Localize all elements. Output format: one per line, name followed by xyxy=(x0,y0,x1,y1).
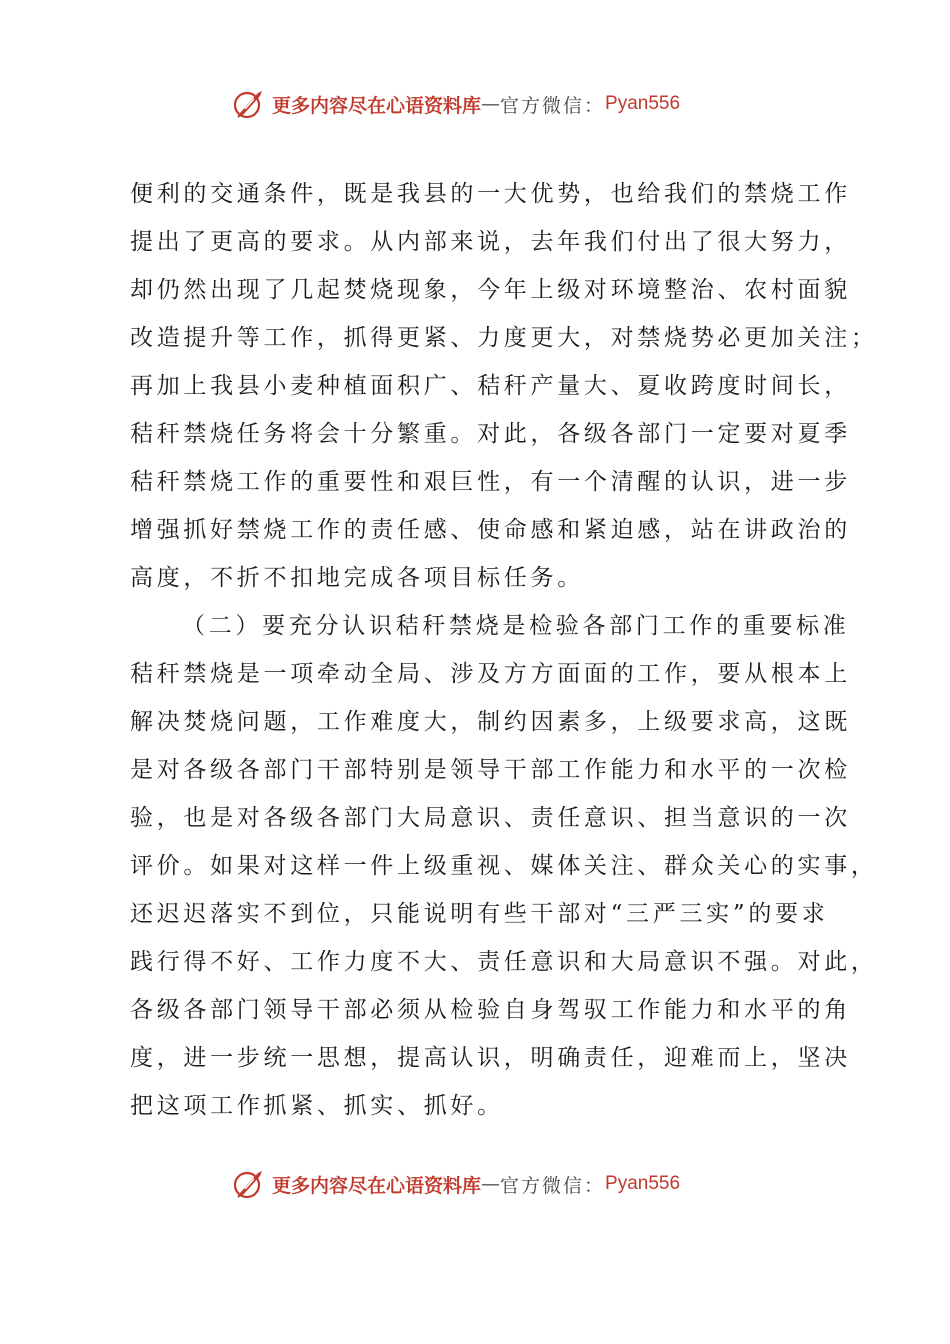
body-line: 秸秆禁烧工作的重要性和艰巨性，有一个清醒的认识，进一步 xyxy=(130,469,851,495)
banner-dash: — xyxy=(481,1173,501,1195)
banner-wechat-label: 官方微信： xyxy=(500,1174,606,1197)
banner-wechat-id: Pyan556 xyxy=(605,93,681,114)
body-line: 秸秆禁烧任务将会十分繁重。对此，各级各部门一定要对夏季 xyxy=(130,421,851,447)
body-line: 高度，不折不扣地完成各项目标任务。 xyxy=(130,565,584,591)
body-line: 却仍然出现了几起焚烧现象，今年上级对环境整治、农村面貌 xyxy=(130,277,851,303)
header-banner xyxy=(232,84,752,124)
document-body xyxy=(130,170,878,1130)
body-line: 验，也是对各级各部门大局意识、责任意识、担当意识的一次 xyxy=(130,805,851,831)
section-heading: （二）要充分认识秸秆禁烧是检验各部门工作的重要标准 xyxy=(182,613,850,639)
banner-dash: — xyxy=(481,93,501,115)
body-line: 提出了更高的要求。从内部来说，去年我们付出了很大努力， xyxy=(130,229,851,255)
body-line: 秸秆禁烧是一项牵动全局、涉及方方面面的工作，要从根本上 xyxy=(130,661,851,687)
banner-wechat-label: 官方微信： xyxy=(500,94,606,117)
banner-brand-text: 更多内容尽在心语资料库 xyxy=(272,94,482,117)
body-line: 各级各部门领导干部必须从检验自身驾驭工作能力和水平的角 xyxy=(130,997,851,1023)
footer-banner xyxy=(232,1164,752,1204)
body-line: 评价。如果对这样一件上级重视、媒体关注、群众关心的实事， xyxy=(130,853,878,879)
body-line: 再加上我县小麦种植面积广、秸秆产量大、夏收跨度时间长， xyxy=(130,373,851,399)
banner-brand-text: 更多内容尽在心语资料库 xyxy=(272,1174,482,1197)
body-line: 还迟迟落实不到位，只能说明有些干部对“三严三实”的要求 xyxy=(130,901,829,927)
body-line: 便利的交通条件，既是我县的一大优势，也给我们的禁烧工作 xyxy=(130,181,851,207)
body-line: 度，进一步统一思想，提高认识，明确责任，迎难而上，坚决 xyxy=(130,1045,851,1071)
body-line: 践行得不好、工作力度不大、责任意识和大局意识不强。对此， xyxy=(130,949,878,975)
body-line: 是对各级各部门干部特别是领导干部工作能力和水平的一次检 xyxy=(130,757,851,783)
quill-pen-logo-icon xyxy=(232,87,266,121)
body-line: 改造提升等工作，抓得更紧、力度更大，对禁烧势必更加关注； xyxy=(130,325,878,351)
quill-pen-logo-icon xyxy=(232,1167,266,1201)
body-line: 把这项工作抓紧、抓实、抓好。 xyxy=(130,1093,504,1119)
banner-wechat-id: Pyan556 xyxy=(605,1173,681,1194)
body-line: 解决焚烧问题，工作难度大，制约因素多，上级要求高，这既 xyxy=(130,709,851,735)
body-line: 增强抓好禁烧工作的责任感、使命感和紧迫感，站在讲政治的 xyxy=(130,517,851,543)
